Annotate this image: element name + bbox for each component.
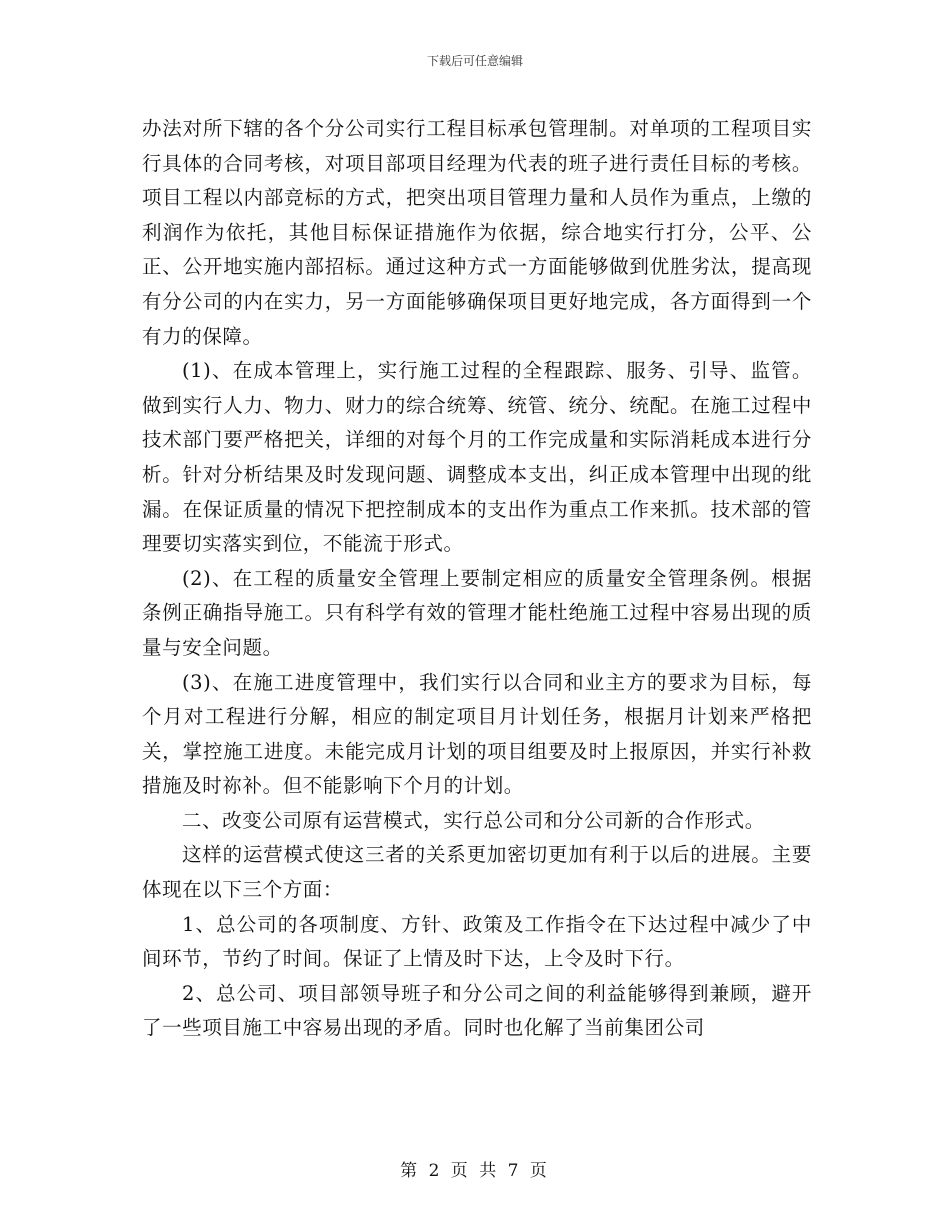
paragraph-1: 办法对所下辖的各个分公司实行工程目标承包管理制。对单项的工程项目实行具体的合同考核，对项目部项目经理为代表的班子进行责任目标的考核。项目工程以内部竞标的方式，把突出项目管理力量和人员作为重点，上缴的利润作为依托，其他目标保证措施作为依据，综合地实行打分，公平、公正、公开地实施内部招标。通过这种方式一方面能够做到优胜劣汰，提高现有分公司的内在实力，另一方面能够确保项目更好地完成，各方面得到一个有力的保障。 <box>142 117 812 348</box>
paragraph-5: 这样的运营模式使这三者的关系更加密切更加有利于以后的进展。主要体现在以下三个方面： <box>142 843 812 902</box>
page-header: 下载后可任意编辑 <box>426 54 523 68</box>
page-footer: 第 2 页 共 7 页 <box>400 1161 550 1181</box>
paragraph-4: (3)、在施工进度管理中，我们实行以合同和业主方的要求为目标，每个月对工程进行分解，相应的制定项目月计划任务，根据月计划来严格把关，掌控施工进度。未能完成月计划的项目组要及时上报原因，并实行补救措施及时祢补。但不能影响下个月的计划。 <box>142 670 812 798</box>
list-item-2: 2、总公司、项目部领导班子和分公司之间的利益能够得到兼顾，避开了一些项目施工中容易出现的矛盾。同时也化解了当前集团公司 <box>142 981 812 1040</box>
paragraph-2: (1)、在成本管理上，实行施工过程的全程跟踪、服务、引导、监管。做到实行人力、物力、财力的综合统筹、统管、统分、统配。在施工过程中技术部门要严格把关，详细的对每个月的工作完成量和实际消耗成本进行分析。针对分析结果及时发现问题、调整成本支出，纠正成本管理中出现的纰漏。在保证质量的情况下把控制成本的支出作为重点工作来抓。技术部的管理要切实落实到位，不能流于形式。 <box>142 359 812 556</box>
list-item-1: 1、总公司的各项制度、方针、政策及工作指令在下达过程中减少了中间环节，节约了时间。保证了上情及时下达，上令及时下行。 <box>142 912 812 971</box>
paragraph-3: (2)、在工程的质量安全管理上要制定相应的质量安全管理条例。根据条例正确指导施工。只有科学有效的管理才能杜绝施工过程中容易出现的质量与安全问题。 <box>142 566 812 659</box>
section-heading-2: 二、改变公司原有运营模式，实行总公司和分公司新的合作形式。 <box>181 808 765 832</box>
document-body <box>142 112 812 1046</box>
